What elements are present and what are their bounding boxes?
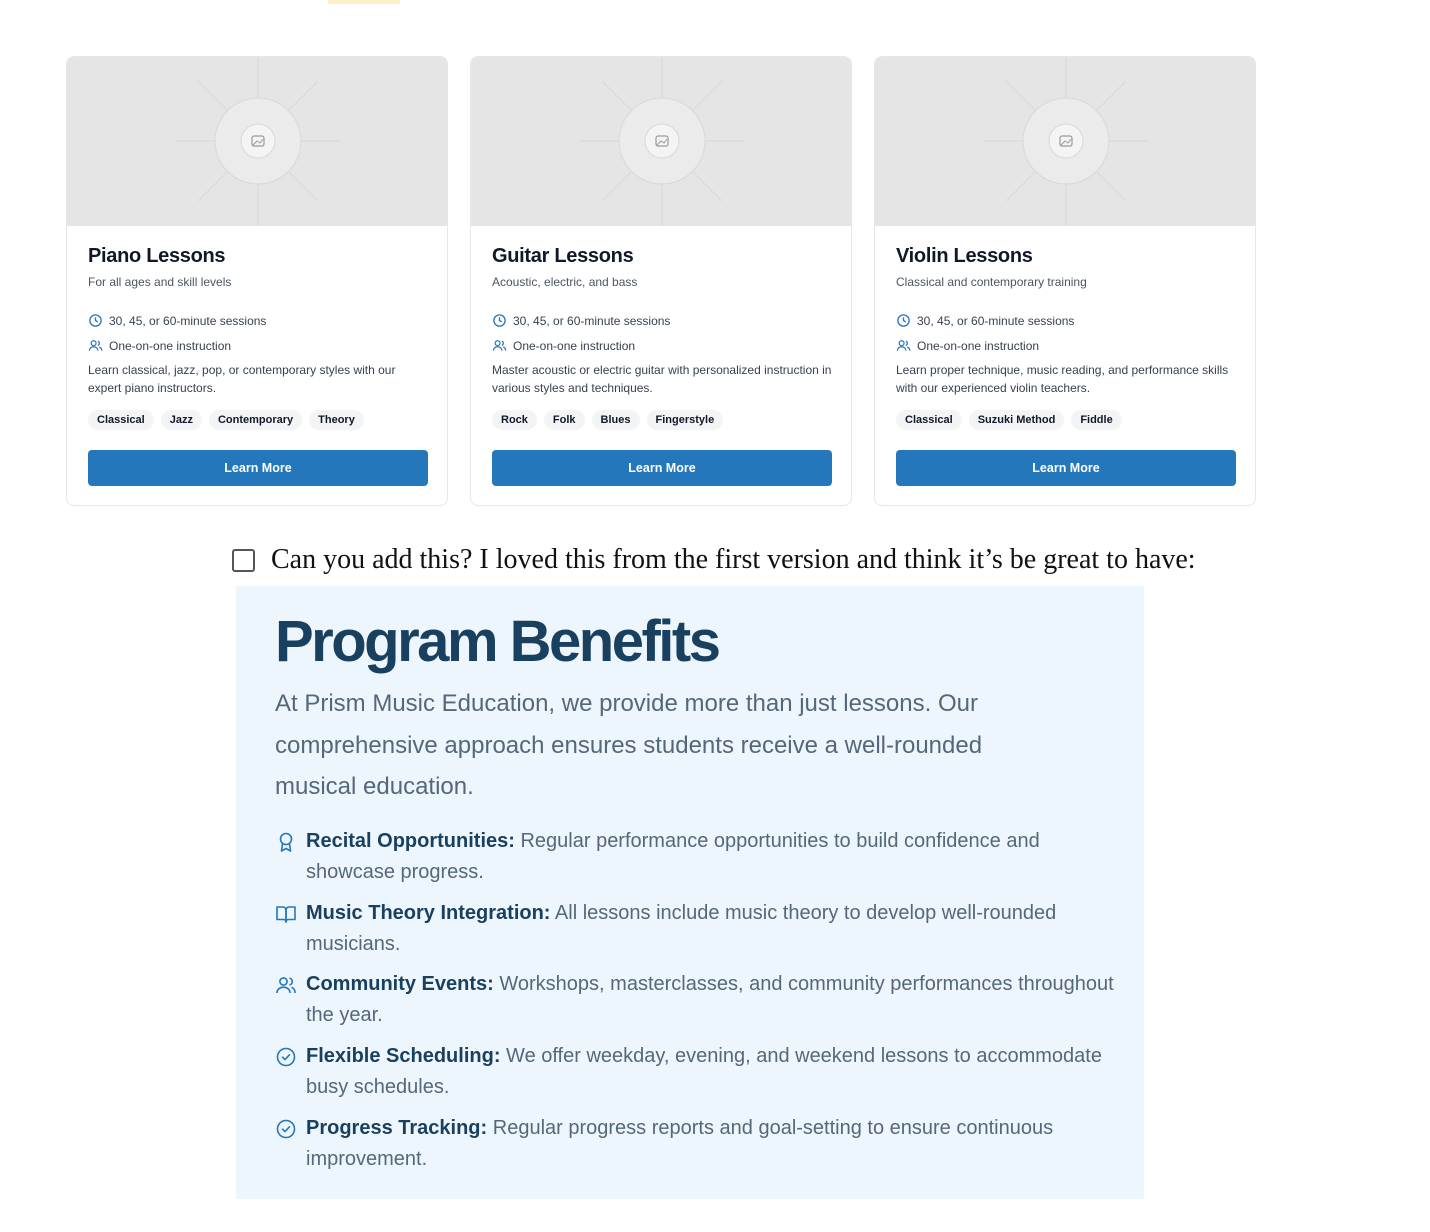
top-highlight xyxy=(328,0,400,4)
sessions-text: 30, 45, or 60-minute sessions xyxy=(917,313,1075,328)
benefit-item xyxy=(275,898,1115,960)
lesson-card-violin xyxy=(874,56,1256,506)
instruction-row xyxy=(88,338,231,353)
users-icon xyxy=(492,338,507,353)
sessions-row xyxy=(492,313,670,328)
tag: Classical xyxy=(896,410,962,430)
tag-list xyxy=(492,410,723,430)
check-circle-icon xyxy=(275,1118,297,1140)
benefit-label: Music Theory Integration: xyxy=(306,902,551,924)
benefit-text: Regular progress reports and goal-setting to ensure continuous improvement. xyxy=(306,1117,1054,1170)
image-placeholder-icon xyxy=(67,57,448,226)
card-image-placeholder xyxy=(471,57,851,226)
award-icon xyxy=(275,831,297,853)
image-placeholder-icon xyxy=(471,57,852,226)
lesson-card-guitar xyxy=(470,56,852,506)
comment-checkbox[interactable] xyxy=(232,549,255,572)
learn-more-button[interactable]: Learn More xyxy=(492,450,832,486)
comment-text: Can you add this? I loved this from the first version and think it’s be great to have: xyxy=(271,544,1196,575)
card-title: Guitar Lessons xyxy=(492,245,634,267)
card-description: Master acoustic or electric guitar with personalized instruction in various styles and techniques. xyxy=(492,363,832,395)
benefit-label: Recital Opportunities: xyxy=(306,830,515,852)
tag: Blues xyxy=(592,410,640,430)
sessions-text: 30, 45, or 60-minute sessions xyxy=(109,313,267,328)
book-open-icon xyxy=(275,903,297,925)
program-benefits-panel xyxy=(236,586,1144,1199)
benefit-label: Flexible Scheduling: xyxy=(306,1045,501,1067)
instruction-row xyxy=(896,338,1039,353)
tag-list xyxy=(896,410,1122,430)
card-subtitle: Classical and contemporary training xyxy=(896,275,1087,289)
benefit-text: Workshops, masterclasses, and community performances throughout the year. xyxy=(306,973,1114,1026)
instruction-row xyxy=(492,338,635,353)
card-description: Learn classical, jazz, pop, or contemporary styles with our expert piano instructors. xyxy=(88,363,396,395)
benefit-item xyxy=(275,969,1115,1031)
benefit-item xyxy=(275,826,1115,888)
card-title: Violin Lessons xyxy=(896,245,1033,267)
instruction-text: One-on-one instruction xyxy=(109,338,232,353)
benefit-label: Progress Tracking: xyxy=(306,1117,488,1139)
benefits-intro: At Prism Music Education, we provide more than just lessons. Our comprehensive approach ensures students receive a well-rounded musical education. xyxy=(275,690,983,800)
benefit-text: We offer weekday, evening, and weekend lessons to accommodate busy schedules. xyxy=(306,1045,1102,1098)
tag: Fiddle xyxy=(1071,410,1121,430)
learn-more-button[interactable]: Learn More xyxy=(88,450,428,486)
benefits-title: Program Benefits xyxy=(275,609,719,674)
card-subtitle: For all ages and skill levels xyxy=(88,275,232,289)
sessions-text: 30, 45, or 60-minute sessions xyxy=(513,313,671,328)
clock-icon xyxy=(88,313,103,328)
users-icon xyxy=(88,338,103,353)
card-subtitle: Acoustic, electric, and bass xyxy=(492,275,638,289)
tag: Suzuki Method xyxy=(969,410,1065,430)
users-icon xyxy=(896,338,911,353)
clock-icon xyxy=(896,313,911,328)
learn-more-button[interactable]: Learn More xyxy=(896,450,1236,486)
sessions-row xyxy=(896,313,1074,328)
users-icon xyxy=(275,974,297,996)
tag-list xyxy=(88,410,364,430)
card-title: Piano Lessons xyxy=(88,245,226,267)
benefit-text: Regular performance opportunities to build confidence and showcase progress. xyxy=(306,830,1040,883)
tag: Rock xyxy=(492,410,537,430)
instruction-text: One-on-one instruction xyxy=(917,338,1040,353)
tag: Classical xyxy=(88,410,154,430)
check-circle-icon xyxy=(275,1046,297,1068)
instruction-text: One-on-one instruction xyxy=(513,338,636,353)
image-placeholder-icon xyxy=(875,57,1256,226)
tag: Folk xyxy=(544,410,585,430)
tag: Jazz xyxy=(161,410,202,430)
tag: Fingerstyle xyxy=(647,410,724,430)
tag: Contemporary xyxy=(209,410,302,430)
benefit-label: Community Events: xyxy=(306,973,494,995)
tag: Theory xyxy=(309,410,364,430)
lesson-card-piano xyxy=(66,56,448,506)
clock-icon xyxy=(492,313,507,328)
benefit-item xyxy=(275,1113,1115,1175)
comment-row xyxy=(232,544,1196,576)
card-description: Learn proper technique, music reading, and performance skills with our experienced violin teachers. xyxy=(896,363,1229,395)
card-image-placeholder xyxy=(875,57,1255,226)
benefit-text: All lessons include music theory to develop well-rounded musicians. xyxy=(306,902,1057,955)
benefit-item xyxy=(275,1041,1115,1103)
card-image-placeholder xyxy=(67,57,447,226)
sessions-row xyxy=(88,313,266,328)
